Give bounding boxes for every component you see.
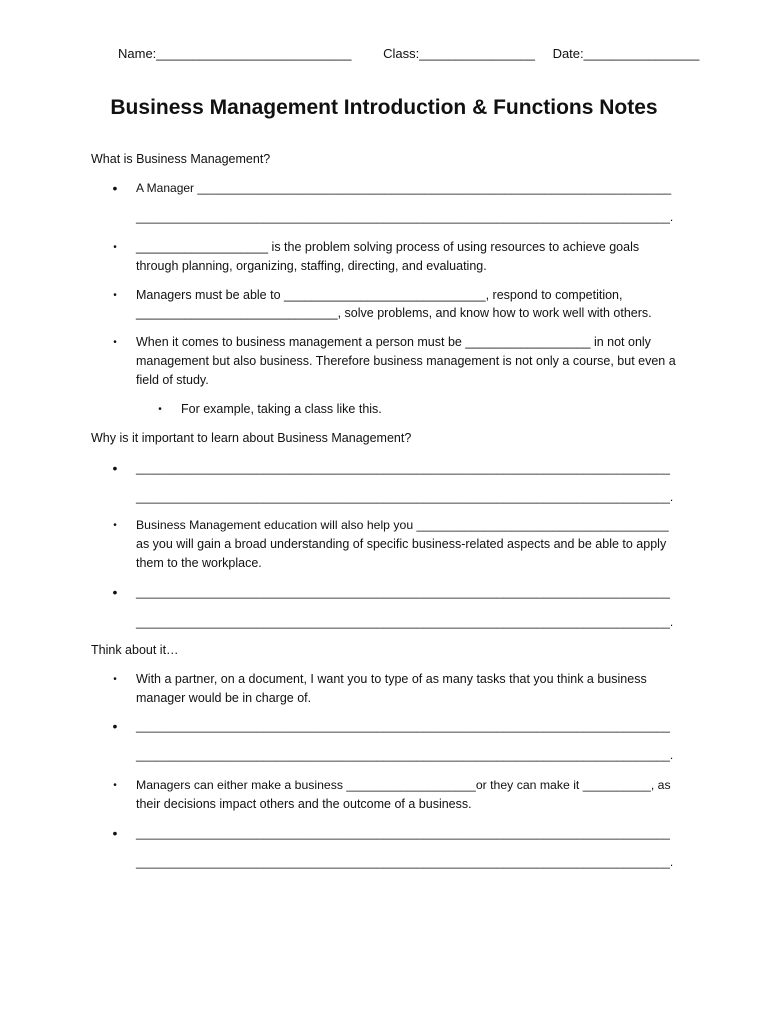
bullet-icon: •: [112, 460, 118, 476]
section-heading-what-is: What is Business Management?: [91, 152, 271, 166]
bullet-icon: •: [113, 290, 117, 301]
fill-in-line[interactable]: ________________________________________________________________________________: [136, 461, 670, 475]
note-text: For example, taking a class like this.: [181, 402, 382, 416]
note-text: through planning, organizing, staffing, directing, and evaluating.: [136, 259, 487, 273]
bullet-icon: •: [113, 780, 117, 791]
fill-in-line[interactable]: _____________________________, solve problems, and know how to work well with others.: [136, 306, 652, 320]
note-text: management but also business. Therefore business management is not only a course, but even a: [136, 354, 676, 368]
bullet-icon: •: [112, 180, 118, 196]
fill-in-line[interactable]: ___________________ is the problem solving process of using resources to achieve goals: [136, 240, 640, 254]
bullet-icon: •: [112, 584, 118, 600]
fill-in-line[interactable]: Business Management education will also help you _____________________________________: [136, 518, 669, 532]
sub-bullet-icon: •: [158, 404, 162, 415]
fill-in-line[interactable]: ________________________________________________________________________________.: [136, 855, 674, 869]
fill-in-line[interactable]: Managers must be able to _____________________________, respond to competition,: [136, 288, 623, 302]
fill-in-line[interactable]: ________________________________________________________________________________: [136, 719, 670, 733]
note-text: manager would be in charge of.: [136, 691, 312, 705]
bullet-icon: •: [113, 242, 117, 253]
note-text: them to the workplace.: [136, 556, 262, 570]
student-info-header: [118, 46, 699, 61]
note-text: as you will gain a broad understanding of specific business-related aspects and be able to apply: [136, 537, 667, 551]
fill-in-line[interactable]: ________________________________________________________________________________: [136, 585, 670, 599]
fill-in-line[interactable]: ________________________________________________________________________________.: [136, 490, 674, 504]
class-field[interactable]: Class:________________: [383, 46, 535, 61]
fill-in-line[interactable]: ________________________________________________________________________________.: [136, 748, 674, 762]
section-heading-why-important: Why is it important to learn about Business Management?: [91, 431, 412, 445]
section-heading-think-about-it: Think about it…: [91, 643, 179, 657]
page-title: Business Management Introduction & Functions Notes: [110, 96, 658, 119]
fill-in-line[interactable]: A Manager _______________________________________________________________________: [136, 181, 672, 195]
note-text: their decisions impact others and the outcome of a business.: [136, 797, 472, 811]
note-text: With a partner, on a document, I want you to type of as many tasks that you think a business: [136, 672, 647, 686]
fill-in-line[interactable]: Managers can either make a business ___________________or they can make it __________, as: [136, 778, 671, 792]
bullet-icon: •: [112, 718, 118, 734]
name-field[interactable]: Name:___________________________: [118, 46, 352, 61]
bullet-icon: •: [113, 674, 117, 685]
date-field[interactable]: Date:________________: [552, 46, 700, 61]
fill-in-line[interactable]: ________________________________________________________________________________: [136, 826, 670, 840]
fill-in-line[interactable]: When it comes to business management a person must be __________________ in not only: [136, 335, 651, 349]
fill-in-line[interactable]: ________________________________________________________________________________.: [136, 615, 674, 629]
note-text: field of study.: [136, 373, 209, 387]
bullet-icon: •: [112, 825, 118, 841]
bullet-icon: •: [113, 520, 117, 531]
bullet-icon: •: [113, 337, 117, 348]
fill-in-line[interactable]: ________________________________________________________________________________.: [136, 210, 674, 224]
